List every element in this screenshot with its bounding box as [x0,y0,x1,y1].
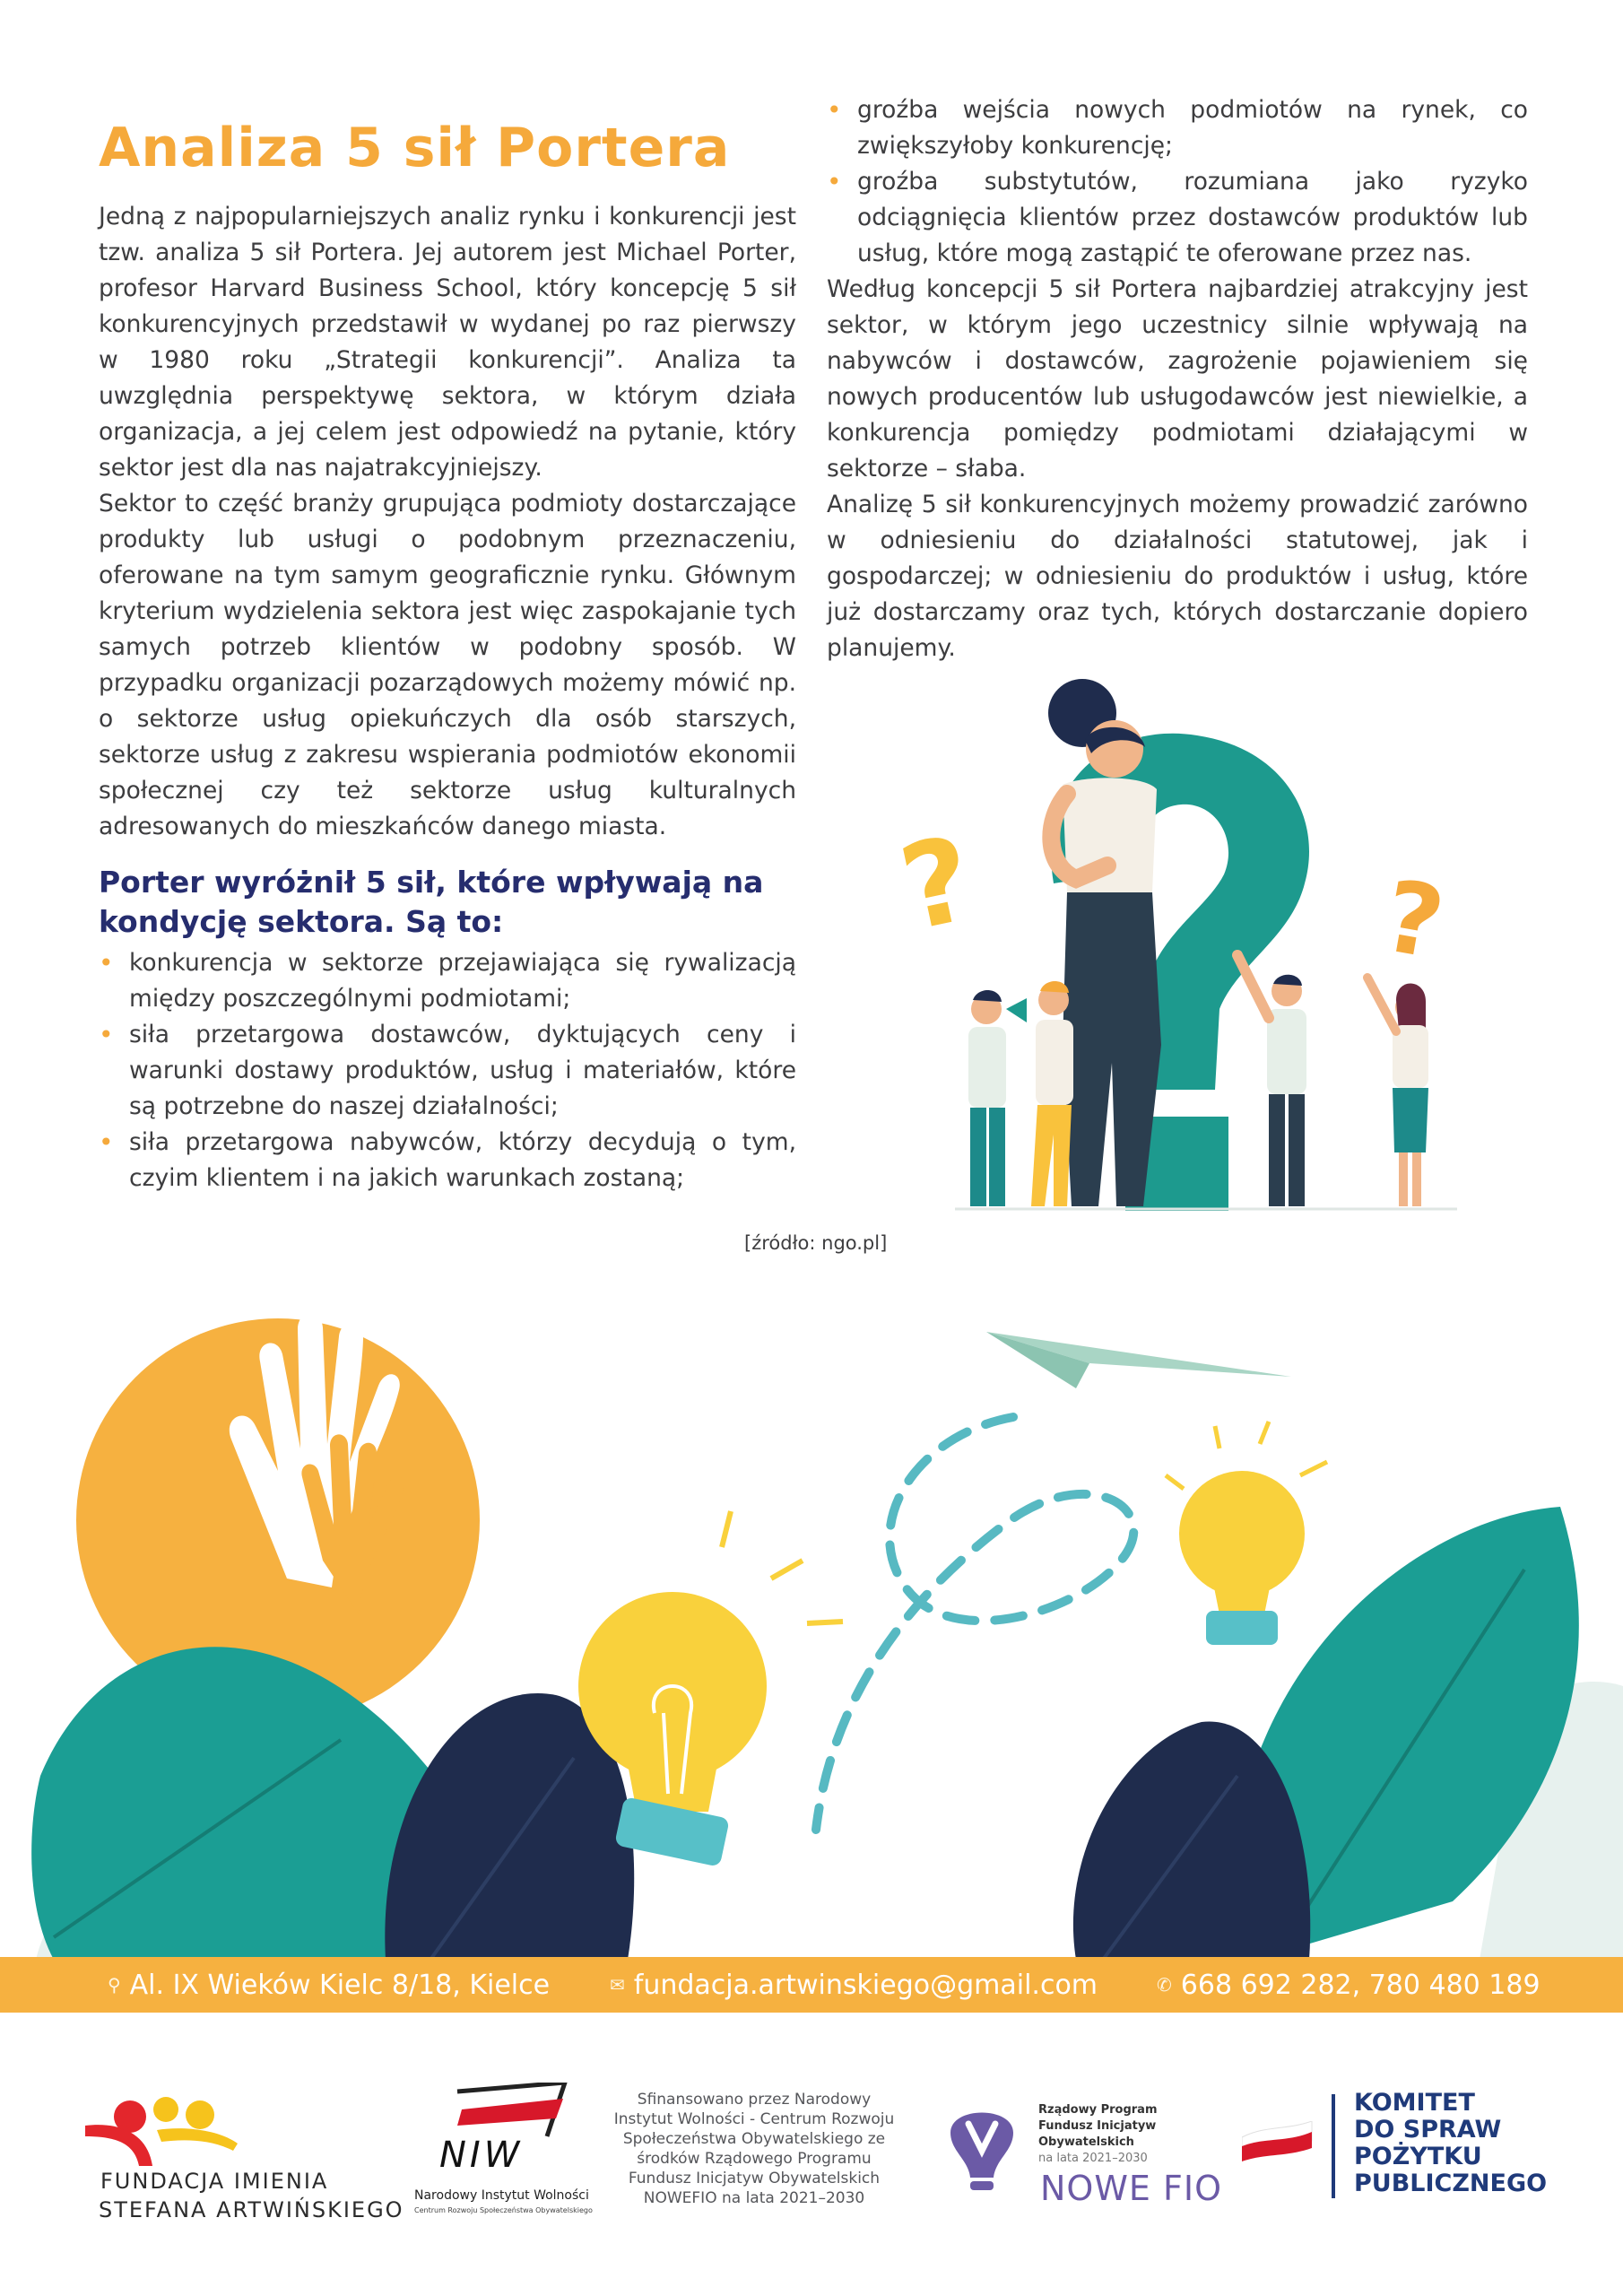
foundation-logo-icon [67,2090,247,2170]
komitet-line2: DO SPRAW [1354,2116,1502,2144]
komitet-line3: POŻYTKU [1354,2143,1482,2170]
nowe-fio-logo-icon [942,2097,1022,2196]
fio-line4: na lata 2021–2030 [1038,2152,1148,2165]
fio-brand: NOWE FIO [1040,2169,1222,2208]
polish-flag-icon [1242,2121,1314,2161]
small-question-mark-icon [1376,858,1452,981]
phone-item [1157,1970,1541,2001]
list-item: • siła przetargowa nabywców, którzy decydują o tym, czyim klientem i na jakich warunkach zostaną; [99,1125,796,1196]
ideas-illustration [0,1292,1623,1960]
list-item: • konkurencja w sektorze przejawiająca się rywalizacją między poszczególnymi podmiotami; [99,945,796,1017]
komitet-line1: KOMITET [1354,2089,1475,2117]
fio-line1: Rządowy Program [1038,2103,1158,2117]
paper-plane-icon [986,1332,1291,1388]
list-item: • groźba substytutów, rozumiana jako ryzyko odciągnięcia klientów przez dostawców produktów lub usług, które mogą zastąpić te oferowane przez nas. [827,164,1528,272]
envelope-icon: ✉ [610,1974,625,1996]
list-item: • groźba wejścia nowych podmiotów na rynek, co zwiększyłoby konkurencję; [827,92,1528,164]
funding-note: Sfinansowano przez Narodowy Instytut Wolności - Centrum Rozwoju Społeczeństwa Obywatelskiego ze środków Rządowego Programu Fundusz Inicjatyw Obywatelskich NOWEFIO na lata 2021–2030 [613,2091,895,2207]
contact-bar [0,1957,1623,2013]
forces-list-left [99,945,796,1196]
niw-sub: Centrum Rozwoju Społeczeństwa Obywatelskiego [414,2206,593,2214]
svg-text:?: ? [1376,857,1453,982]
woman-pointing-figure [1367,978,1428,1206]
dashed-path [816,1417,1133,1830]
left-column [99,199,796,1196]
question-people-illustration [883,668,1502,1224]
analysis-scope-paragraph: Analizę 5 sił konkurencyjnych możemy prowadzić zarówno w odniesieniu do działalności statutowej, jak i gospodarczej; w odniesieniu do produktów i usług, które już dostarczamy oraz tych, których dostarczanie dopiero planujemy. [827,491,1528,662]
page-title: Analiza 5 sił Portera [99,117,731,179]
small-question-mark-icon [890,810,984,957]
email-item[interactable] [610,1970,1098,2001]
location-pin-icon: ⚲ [108,1974,121,1996]
man-pointing-figure [1237,955,1306,1206]
niw-name: Narodowy Instytut Wolności [414,2188,589,2203]
komitet-divider [1332,2094,1335,2198]
svg-text:?: ? [890,810,985,958]
lightbulb-icon [1166,1422,1327,1645]
fio-line3: Obywatelskich [1038,2135,1134,2149]
niw-mark: NIW [439,2135,524,2176]
intro-paragraph: Jedną z najpopularniejszych analiz rynku i konkurencji jest tzw. analiza 5 sił Portera. Jej autorem jest Michael Porter, profesor Harvard Business School, który koncepcję 5 sił konkurencyjnych przedstawił w wydanej po raz pierwszy w 1980 roku „Strategii konkurencji”. Analiza ta uwzględnia perspektywę sektora, w którym działa organizacja, a jej celem jest odpowiedź na pytanie, który sektor jest dla nas najatrakcyjniejszy. [99,203,796,482]
foundation-name-line1: FUNDACJA IMIENIA [100,2169,329,2194]
forces-list-right [827,92,1528,272]
man-megaphone-figure [968,990,1027,1206]
list-item: • siła przetargowa dostawców, dyktujących ceny i warunki dostawy produktów, usług i materiałów, które są potrzebne do naszej działalności; [99,1017,796,1125]
attractive-sector-paragraph: Według koncepcji 5 sił Portera najbardziej atrakcyjny jest sektor, w którym jego uczestnicy silnie wpływają na nabywców i dostawców, zagrożenie pojawieniem się nowych producentów lub usługodawców jest niewielkie, a konkurencja pomiędzy podmiotami działającymi w sektorze – słaba. [827,275,1528,483]
sector-paragraph: Sektor to część branży grupująca podmioty dostarczające produkty lub usługi o podobnym przeznaczeniu, oferowane na tym samym geograficznie rynku. Głównym kryterium wydzielenia sektora jest więc zaspokajanie tych samych potrzeb klientów w podobny sposób. W przypadku organizacji pozarządowych możemy mówić np. o sektorze usług opiekuńczych dla osób starszych, sektorze usług z zakresu wspierania podmiotów ekonomii społecznej czy też sektorze usług kulturalnych adresowanych do mieszkańców danego miasta. [99,490,796,840]
komitet-line4: PUBLICZNEGO [1354,2170,1548,2197]
foundation-name-line2: STEFANA ARTWIŃSKIEGO [99,2197,404,2222]
email-text[interactable]: fundacja.artwinskiego@gmail.com [633,1969,1098,2001]
address-item [108,1970,550,2001]
phone-icon: ✆ [1157,1974,1172,1996]
source-note: [źródło: ngo.pl] [744,1232,888,1254]
fio-line2: Fundusz Inicjatyw [1038,2119,1157,2133]
right-column [827,92,1528,666]
address-text: Al. IX Wieków Kielc 8/18, Kielce [129,1969,551,2001]
phone-text: 668 692 282, 780 480 189 [1180,1969,1541,2001]
forces-subheading: Porter wyróżnił 5 sił, które wpływają na kondycję sektora. Są to: [99,865,764,939]
